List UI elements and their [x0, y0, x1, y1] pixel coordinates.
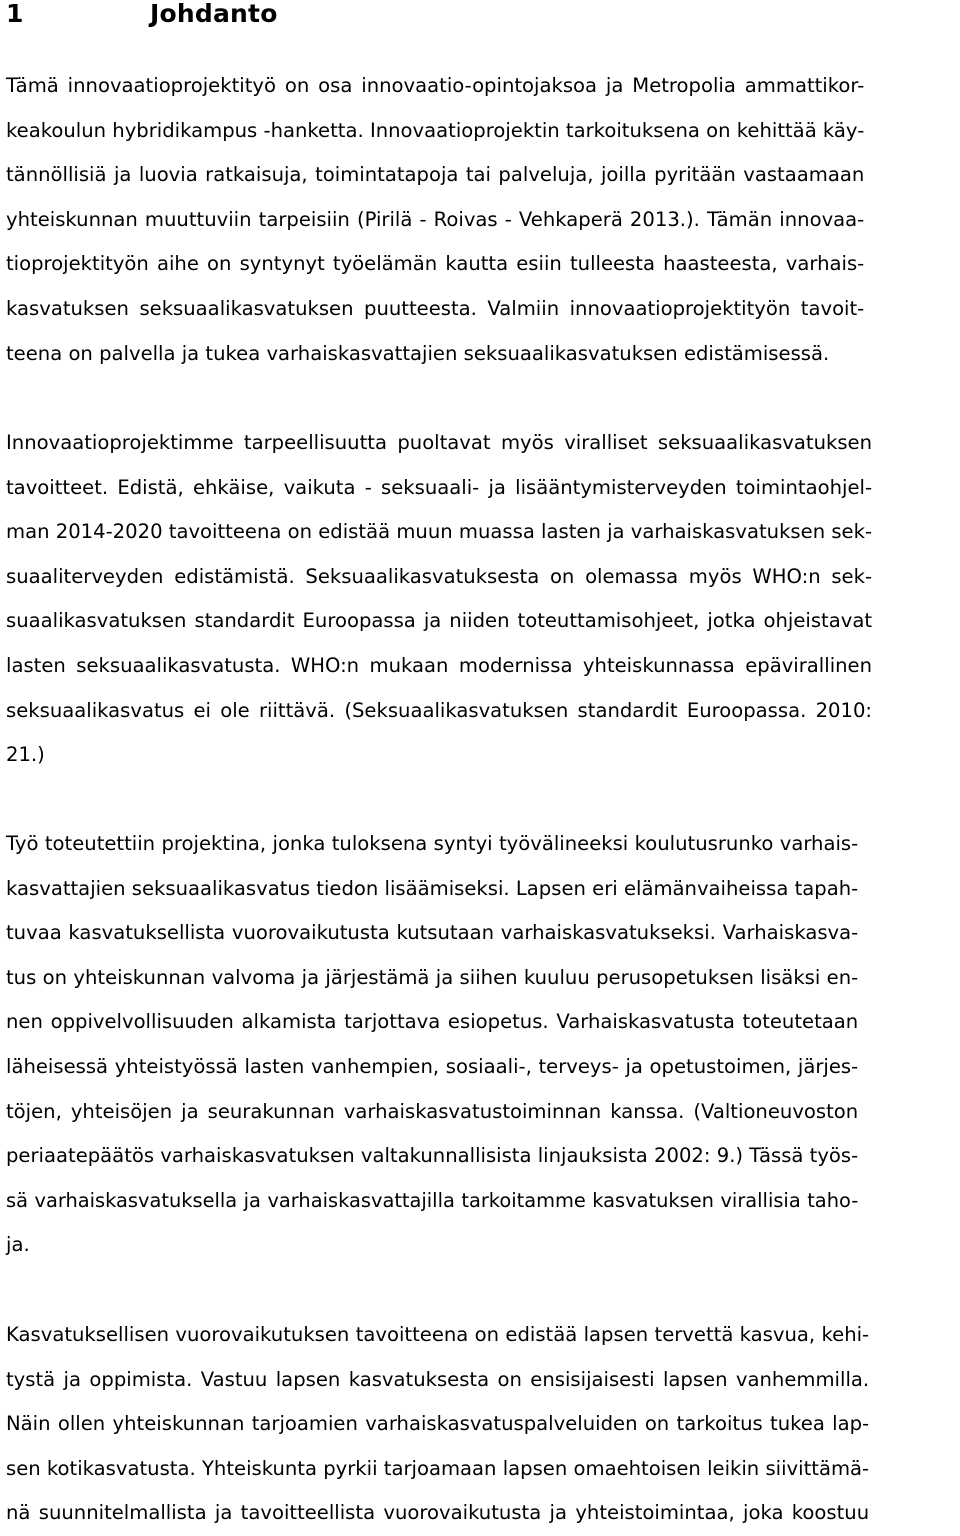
text-line: tännöllisiä ja luovia ratkaisuja, toimintatapoja tai palveluja, joilla pyritään vastaamaan [6, 163, 865, 187]
chapter-heading [6, 0, 956, 28]
text-line: suaaliterveyden edistämistä. Seksuaalikasvatuksesta on olemassa myös WHO:n sek- [6, 564, 873, 588]
text-line: tuvaa kasvatuksellista vuorovaikutusta kutsutaan varhaiskasvatukseksi. Varhaiskasva- [6, 921, 859, 945]
text-line: ja. [6, 1233, 30, 1257]
paragraph-4 [6, 1313, 869, 1536]
text-line: Työ toteutettiin projektina, jonka tuloksena syntyi työvälineeksi koulutusrunko varhais- [6, 832, 859, 855]
text-line: teena on palvella ja tukea varhaiskasvattajien seksuaalikasvatuksen edistämisessä. [6, 341, 830, 365]
text-line: nä suunnitelmallista ja tavoitteellista vuorovaikutusta ja yhteistoimintaa, joka koostuu [6, 1501, 870, 1525]
text-line: kasvattajien seksuaalikasvatus tiedon lisäämiseksi. Lapsen eri elämänvaiheissa tapah- [6, 876, 859, 900]
chapter-number: 1 [6, 0, 24, 28]
text-line: Innovaatioprojektimme tarpeellisuutta puoltavat myös viralliset seksuaalikasvatuksen [6, 431, 873, 454]
chapter-title: Johdanto [150, 0, 278, 28]
text-line: Näin ollen yhteiskunnan tarjoamien varhaiskasvatuspalveluiden on tarkoitus tukea lap- [6, 1412, 870, 1436]
text-line: yhteiskunnan muuttuviin tarpeisiin (Pirilä - Roivas - Vehkaperä 2013.). Tämän innovaa- [6, 207, 865, 231]
text-line: tus on yhteiskunnan valvoma ja järjestämä ja siihen kuuluu perusopetuksen lisäksi en- [6, 965, 859, 989]
text-line: nen oppivelvollisuuden alkamista tarjottava esiopetus. Varhaiskasvatusta toteutetaan [6, 1010, 859, 1034]
text-line: seksuaalikasvatus ei ole riittävä. (Seksuaalikasvatuksen standardit Euroopassa. 2010: [6, 698, 873, 722]
text-line: 21.) [6, 743, 45, 767]
paragraph-3 [6, 822, 858, 1268]
paragraph-2 [6, 421, 872, 778]
text-line: periaatepäätös varhaiskasvatuksen valtakunnallisista linjauksista 2002: 9.) Tässä työs- [6, 1144, 859, 1168]
text-line: tavoitteet. Edistä, ehkäise, vaikuta - seksuaali- ja lisääntymisterveyden toimintaohjel- [6, 475, 873, 499]
text-line: Kasvatuksellisen vuorovaikutuksen tavoitteena on edistää lapsen tervettä kasvua, kehi- [6, 1323, 870, 1346]
document-page [6, 0, 956, 1525]
text-line: kasvatuksen seksuaalikasvatuksen puutteesta. Valmiin innovaatioprojektityön tavoit- [6, 296, 865, 320]
text-line: sen kotikasvatusta. Yhteiskunta pyrkii tarjoamaan lapsen omaehtoisen leikin siivittämä- [6, 1456, 870, 1480]
text-line: läheisessä yhteistyössä lasten vanhempien, sosiaali-, terveys- ja opetustoimen, järjes- [6, 1054, 859, 1078]
text-line: lasten seksuaalikasvatusta. WHO:n mukaan modernissa yhteiskunnassa epävirallinen [6, 653, 873, 677]
text-line: Tämä innovaatioprojektityö on osa innovaatio-opintojaksoa ja Metropolia ammattikor- [6, 74, 865, 97]
text-line: man 2014-2020 tavoitteena on edistää muun muassa lasten ja varhaiskasvatuksen sek- [6, 520, 873, 544]
text-line: keakoulun hybridikampus -hanketta. Innovaatioprojektin tarkoituksena on kehittää käy- [6, 118, 865, 142]
text-line: tioprojektityön aihe on syntynyt työelämän kautta esiin tulleesta haasteesta, varhais- [6, 252, 865, 276]
text-line: suaalikasvatuksen standardit Euroopassa ja niiden toteuttamisohjeet, jotka ohjeistavat [6, 609, 873, 633]
text-line: tystä ja oppimista. Vastuu lapsen kasvatuksesta on ensisijaisesti lapsen vanhemmilla. [6, 1367, 870, 1391]
text-line: sä varhaiskasvatuksella ja varhaiskasvattajilla tarkoitamme kasvatuksen virallisia taho- [6, 1188, 859, 1212]
text-line: töjen, yhteisöjen ja seurakunnan varhaiskasvatustoiminnan kanssa. (Valtioneuvoston [6, 1099, 859, 1123]
paragraph-1 [6, 64, 864, 376]
